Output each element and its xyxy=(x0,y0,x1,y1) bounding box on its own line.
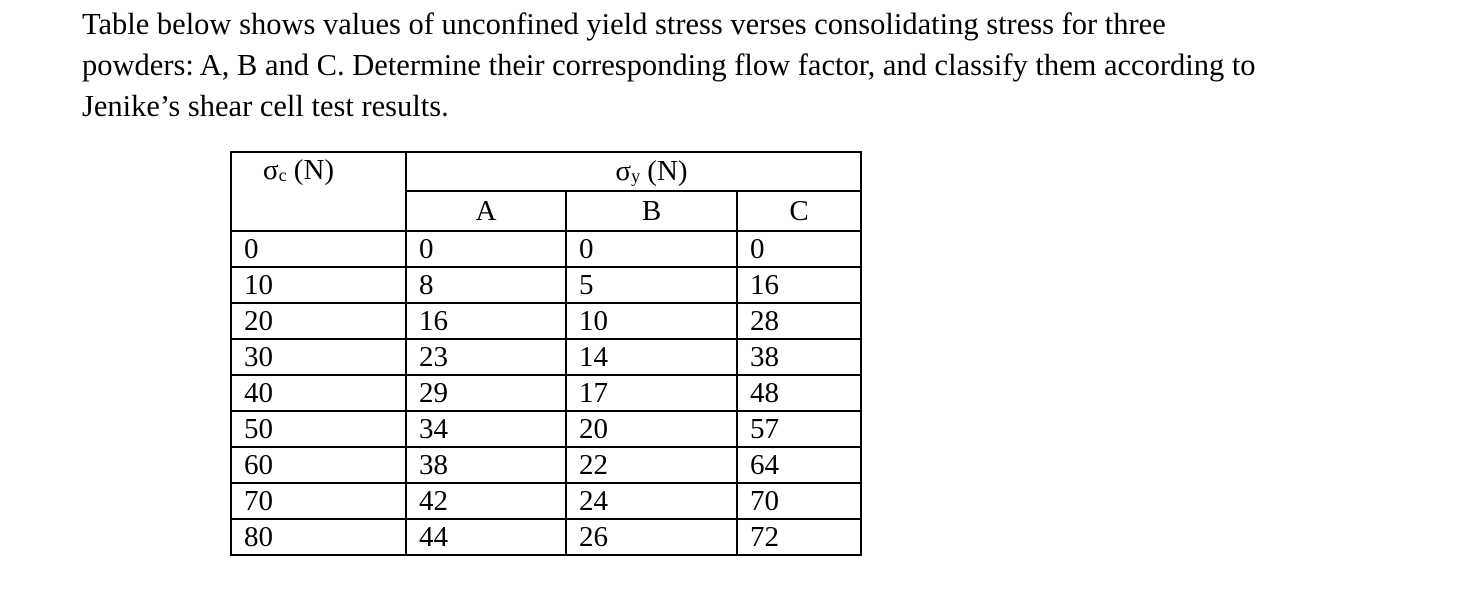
table-header-row xyxy=(231,152,861,191)
powder-b-cell: 17 xyxy=(566,375,737,411)
sigma-c-cell: 20 xyxy=(231,303,406,339)
powder-c-cell: 70 xyxy=(737,483,861,519)
sigma-y-symbol: σ xyxy=(615,155,632,187)
sigma-y-header-spacer-left xyxy=(406,152,566,191)
table-row xyxy=(231,231,861,267)
sigma-c-cell: 10 xyxy=(231,267,406,303)
question-text xyxy=(82,4,1412,127)
table-row xyxy=(231,447,861,483)
table-row xyxy=(231,483,861,519)
table-row xyxy=(231,375,861,411)
question-line-1: Table below shows values of unconfined yield stress verses consolidating stress for three xyxy=(82,7,1166,41)
powder-b-cell: 20 xyxy=(566,411,737,447)
sigma-y-header-spacer-right xyxy=(737,152,861,191)
sigma-c-unit: (N) xyxy=(286,154,335,186)
powder-c-cell: 16 xyxy=(737,267,861,303)
powder-b-cell: 5 xyxy=(566,267,737,303)
sigma-c-cell: 0 xyxy=(231,231,406,267)
sigma-c-symbol: σ xyxy=(262,154,279,186)
powder-a-cell: 16 xyxy=(406,303,566,339)
powder-a-cell: 42 xyxy=(406,483,566,519)
powder-c-cell: 0 xyxy=(737,231,861,267)
sigma-c-cell: 60 xyxy=(231,447,406,483)
powder-b-cell: 10 xyxy=(566,303,737,339)
powder-a-cell: 38 xyxy=(406,447,566,483)
stress-table xyxy=(230,151,862,556)
powder-b-cell: 26 xyxy=(566,519,737,555)
powder-c-cell: 72 xyxy=(737,519,861,555)
sigma-y-header xyxy=(566,152,737,191)
sigma-c-cell: 50 xyxy=(231,411,406,447)
powder-b-cell: 14 xyxy=(566,339,737,375)
powder-a-cell: 34 xyxy=(406,411,566,447)
table-row xyxy=(231,411,861,447)
powder-a-cell: 8 xyxy=(406,267,566,303)
powder-b-cell: 0 xyxy=(566,231,737,267)
powder-b-header: B xyxy=(566,191,737,231)
powder-c-cell: 38 xyxy=(737,339,861,375)
powder-a-cell: 44 xyxy=(406,519,566,555)
sigma-y-unit: (N) xyxy=(640,155,688,187)
powder-b-cell: 22 xyxy=(566,447,737,483)
powder-a-cell: 23 xyxy=(406,339,566,375)
sigma-c-header xyxy=(231,152,406,231)
powder-c-cell: 48 xyxy=(737,375,861,411)
powder-c-cell: 64 xyxy=(737,447,861,483)
table-row xyxy=(231,339,861,375)
question-line-2: powders: A, B and C. Determine their corresponding flow factor, and classify them according to xyxy=(82,48,1256,82)
powder-c-header: C xyxy=(737,191,861,231)
powder-c-cell: 57 xyxy=(737,411,861,447)
table-row xyxy=(231,267,861,303)
sigma-c-subscript: c xyxy=(278,165,287,186)
powder-b-cell: 24 xyxy=(566,483,737,519)
sigma-c-cell: 80 xyxy=(231,519,406,555)
powder-a-cell: 29 xyxy=(406,375,566,411)
sigma-c-cell: 30 xyxy=(231,339,406,375)
sigma-c-cell: 40 xyxy=(231,375,406,411)
table-row xyxy=(231,519,861,555)
table-row xyxy=(231,303,861,339)
powder-a-header: A xyxy=(406,191,566,231)
sigma-y-subscript: y xyxy=(631,166,641,187)
question-line-3: Jenike’s shear cell test results. xyxy=(82,89,449,123)
powder-a-cell: 0 xyxy=(406,231,566,267)
sigma-c-cell: 70 xyxy=(231,483,406,519)
powder-c-cell: 28 xyxy=(737,303,861,339)
